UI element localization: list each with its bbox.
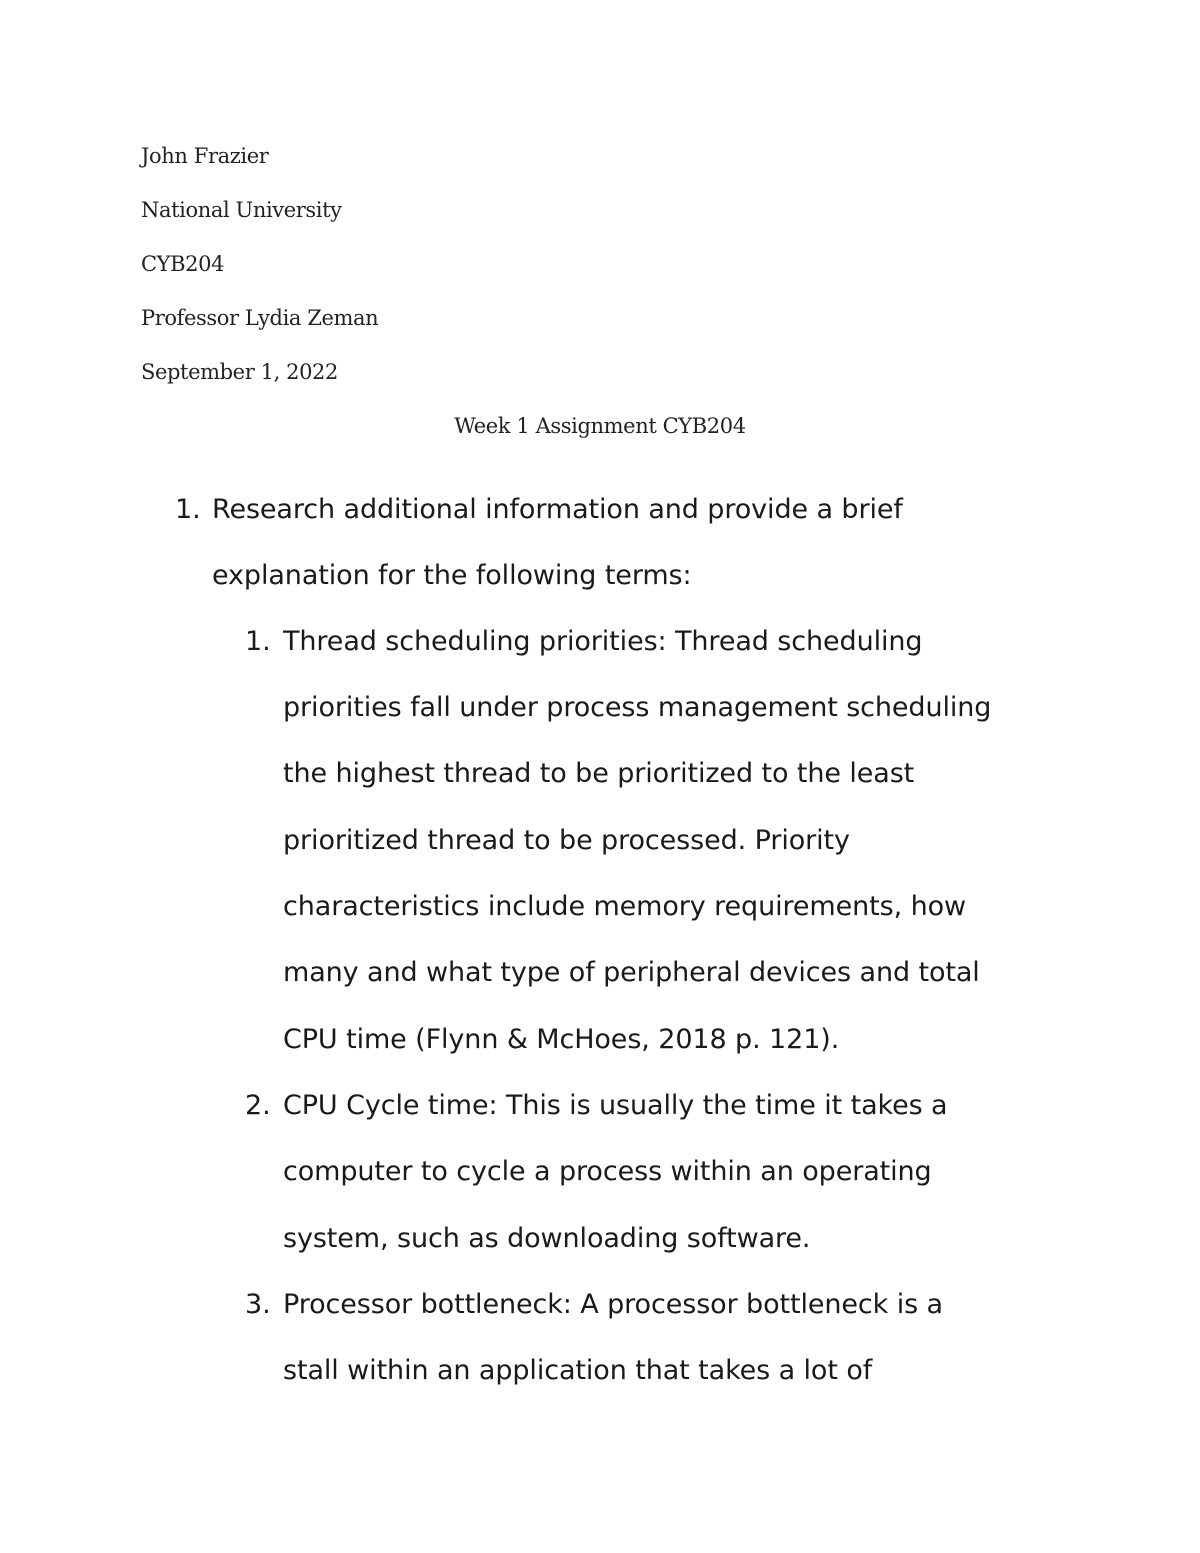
term-3-line: stall within an application that takes a lot of (283, 1355, 873, 1386)
student-name: John Frazier (141, 144, 269, 168)
term-2-line: system, such as downloading software. (283, 1223, 811, 1254)
question-1-line: explanation for the following terms: (212, 560, 692, 591)
document-title: Week 1 Assignment CYB204 (454, 414, 746, 438)
course-code: CYB204 (141, 252, 225, 276)
question-1-number: 1. (175, 494, 201, 525)
term-3-number: 3. (245, 1289, 271, 1320)
term-1-line: the highest thread to be prioritized to the least (283, 758, 915, 789)
question-1-line: Research additional information and provide a brief (212, 494, 903, 525)
term-1-line: characteristics include memory requirements, how (283, 891, 966, 922)
term-3-line: Processor bottleneck: A processor bottleneck is a (283, 1289, 943, 1320)
submission-date: September 1, 2022 (141, 360, 338, 384)
term-1-line: CPU time (Flynn & McHoes, 2018 p. 121). (283, 1024, 840, 1055)
term-2-number: 2. (245, 1090, 271, 1121)
term-2-line: computer to cycle a process within an operating (283, 1156, 932, 1187)
term-1-line: many and what type of peripheral devices and total (283, 957, 980, 988)
term-1-number: 1. (245, 626, 271, 657)
professor-name: Professor Lydia Zeman (141, 306, 379, 330)
term-1-line: Thread scheduling priorities: Thread scheduling (283, 626, 923, 657)
term-1-line: priorities fall under process management scheduling (283, 692, 992, 723)
term-1-line: prioritized thread to be processed. Priority (283, 825, 850, 856)
term-2-line: CPU Cycle time: This is usually the time it takes a (283, 1090, 948, 1121)
university-name: National University (141, 198, 342, 222)
